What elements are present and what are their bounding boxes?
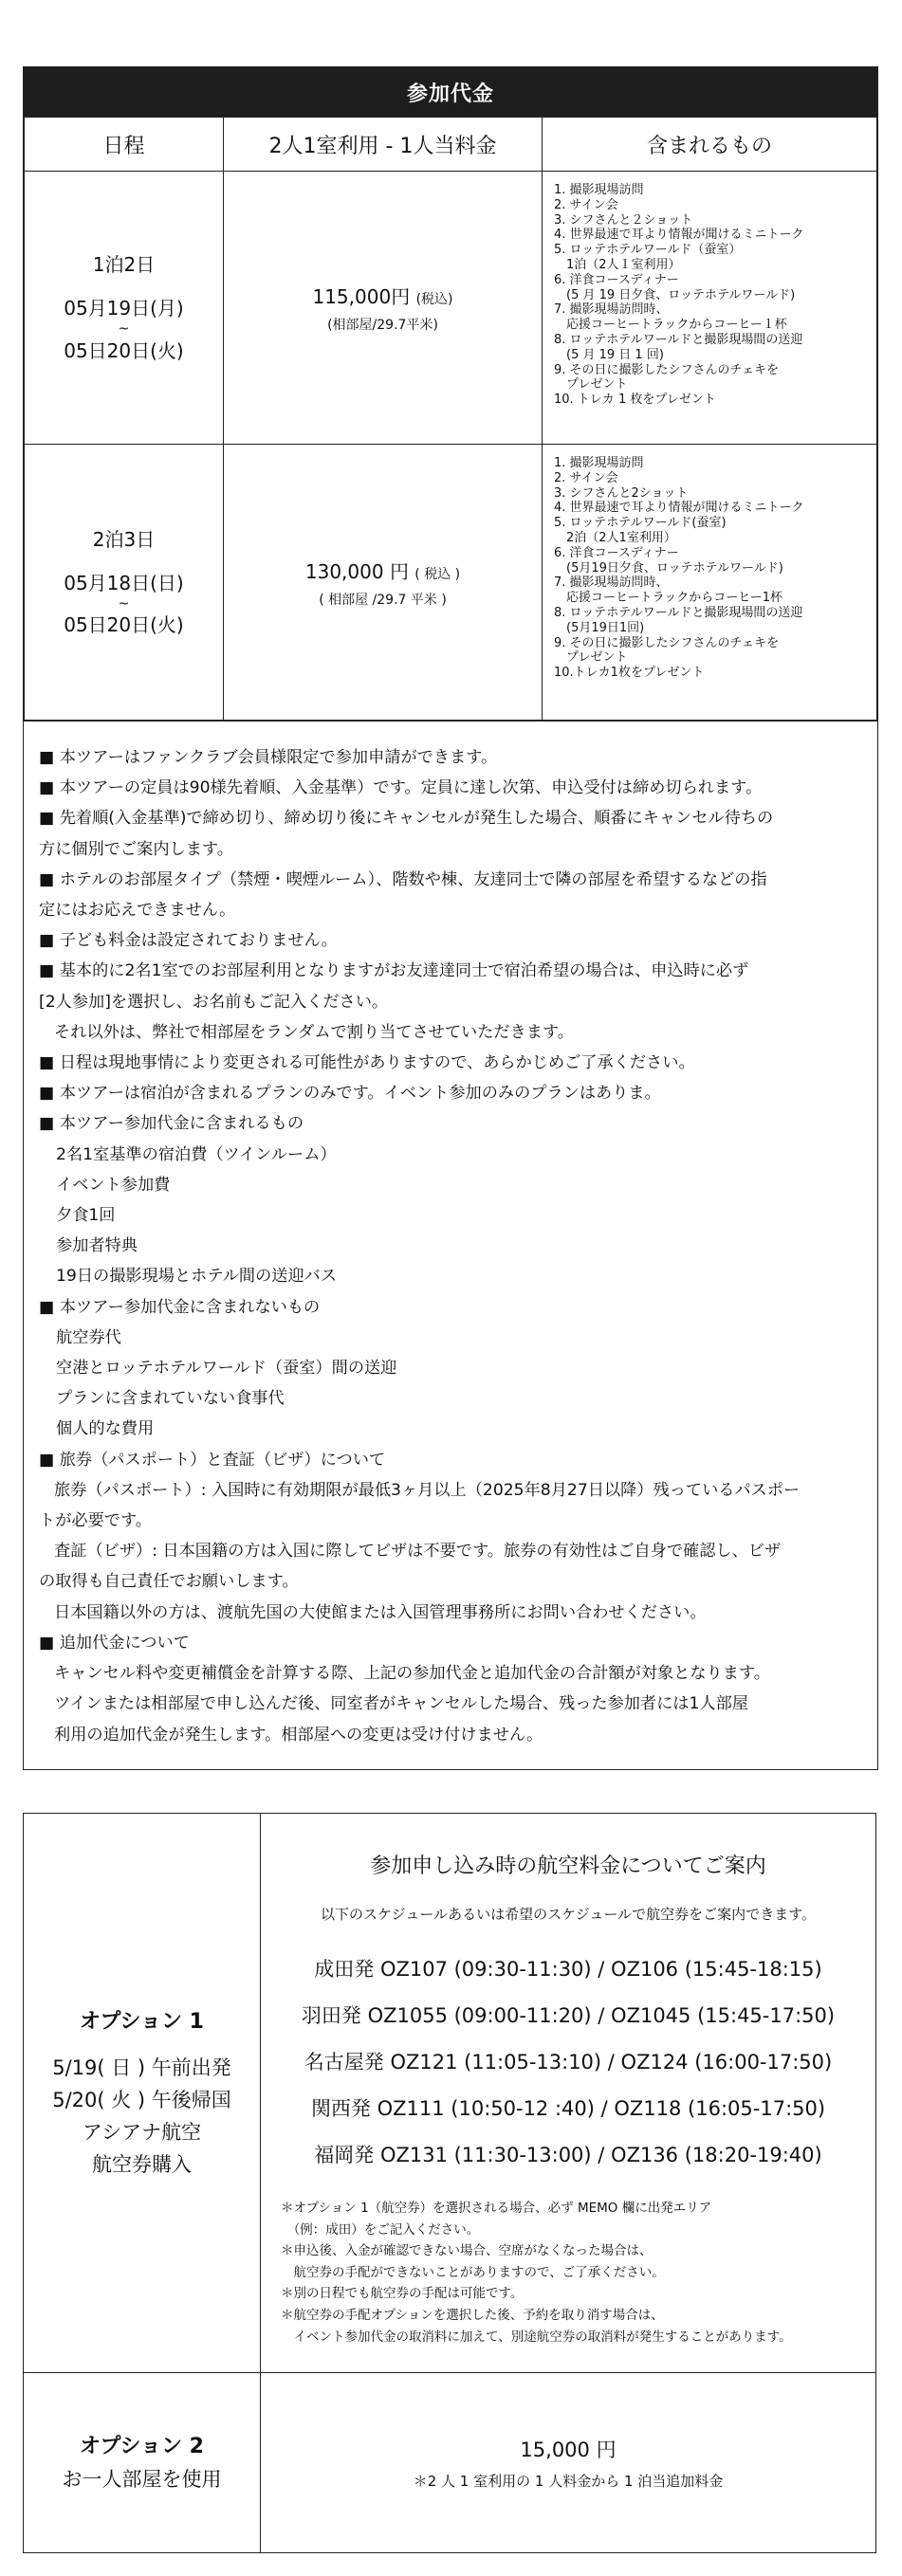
- option-1-line: 5/19( 日 ) 午前出発: [52, 2056, 231, 2079]
- note-line: 利用の追加代金が発生します。相部屋への変更は受け付けません。: [54, 1725, 543, 1745]
- list-item: 応援コーヒートラックからコーヒー１杯: [554, 318, 787, 333]
- list-item: (5月19日1回): [554, 620, 645, 635]
- list-item: 4. 世界最速で耳より情報が聞けるミニトーク: [554, 501, 804, 516]
- list-item: 5. ロッテホテルワールド(蚕室): [554, 516, 727, 531]
- note-line: 旅券（パスポート）: 入国時に有効期限が最低3ヶ月以上（2025年8月27日以降）残っているパスポー: [54, 1480, 801, 1500]
- option-2-line: お一人部屋を使用: [62, 2468, 222, 2491]
- list-item: 3. シフさんと２ショット: [554, 212, 693, 228]
- price-cell: [224, 445, 543, 721]
- date-from: 05月19日(月): [64, 297, 184, 320]
- note-line: ■ 先着順(入金基準)で締め切り、締め切り後にキャンセルが発生した場合、順番にキャンセル待ちの: [39, 809, 774, 829]
- note-line: [2人参加]を選択し、お名前もご記入ください。: [39, 992, 389, 1012]
- note-line: ■ 子ども料金は設定されておりません。: [39, 931, 338, 951]
- fee-row-1night: [25, 172, 877, 445]
- option-2-label: [24, 2373, 261, 2553]
- note-line: 査証（ビザ）: 日本国籍の方は入国に際してビザは不要です。旅券の有効性はご自身で確認し、ビザ: [54, 1542, 782, 1562]
- flight-note: （例：成田）をご記入ください。: [281, 2221, 480, 2238]
- list-item: 6. 洋食コースディナー: [554, 272, 679, 287]
- date-from: 05月18日(日): [64, 571, 184, 594]
- option-1-label: [24, 1814, 261, 2373]
- flight-route: 福岡発 OZ131 (11:30-13:00) / OZ136 (18:20-19:40): [314, 2144, 822, 2166]
- fee-row-2nights: [25, 445, 877, 721]
- flight-note: ＊オプション 1（航空券）を選択される場合、必ず MEMO 欄に出発エリア: [281, 2201, 712, 2216]
- nights-label: 2泊3日: [92, 527, 156, 551]
- note-line: 参加者特典: [56, 1236, 138, 1256]
- note-line: 個人的な費用: [56, 1419, 155, 1439]
- note-line: 空港とロッテホテルワールド（蚕室）間の送迎: [56, 1359, 397, 1379]
- option-2-note: ＊2 人 1 室利用の 1 人料金から 1 泊当追加料金: [413, 2473, 724, 2490]
- option-1-line: 5/20( 火 ) 午後帰国: [52, 2089, 231, 2111]
- includes-list: [543, 445, 877, 721]
- note-line: ■ 本ツアーは宿泊が含まれるプランのみです。イベント参加のみのプランはありま。: [39, 1084, 661, 1104]
- flight-note: ＊別の日程でも航空券の手配は可能です。: [281, 2286, 524, 2302]
- option-1-title: オプション 1: [80, 2010, 204, 2034]
- price-cell: [224, 172, 543, 445]
- note-line: 日本国籍以外の方は、渡航先国の大使館または入国管理事務所にお問い合わせください。: [54, 1602, 707, 1622]
- note-line: 2名1室基準の宿泊費（ツインルーム）: [56, 1144, 337, 1164]
- option-1-line: アシアナ航空: [82, 2121, 202, 2144]
- flight-note: 航空券の手配ができないことがありますので、ご了承ください。: [281, 2264, 665, 2280]
- list-item: 8. ロッテホテルワールドと撮影現場間の送迎: [554, 605, 803, 620]
- note-line: ■ 本ツアー参加代金に含まれるもの: [39, 1114, 304, 1134]
- date-tilde: ~: [118, 595, 130, 612]
- nights-label: 1泊2日: [92, 253, 156, 277]
- header-includes: 含まれるもの: [543, 118, 877, 172]
- includes-list: [543, 172, 877, 445]
- fee-header-row: [25, 118, 877, 172]
- flight-note: ＊航空券の手配オプションを選択した後、予約を取り消す場合は、: [281, 2307, 664, 2323]
- list-item: 8. ロッテホテルワールドと撮影現場間の送迎: [554, 332, 803, 347]
- list-item: 9. その日に撮影したシフさんのチェキを: [554, 362, 780, 377]
- note-line: ■ ホテルのお部屋タイプ（禁煙・喫煙ルーム）、階数や棟、友達同士で隣の部屋を希望するなどの指: [39, 869, 767, 889]
- note-line: 定にはお応えできません。: [39, 901, 236, 921]
- schedule-cell: [25, 172, 224, 445]
- list-item: 4. 世界最速で耳より情報が聞けるミニトーク: [554, 228, 804, 243]
- flight-heading: 参加申し込み時の航空料金についてご案内: [370, 1854, 766, 1878]
- note-line: の取得も自己責任でお願いします。: [39, 1572, 299, 1592]
- list-item: 2. サイン会: [554, 197, 618, 212]
- note-line: 航空券代: [56, 1327, 121, 1347]
- note-line: ■ 本ツアーの定員は90様先着順、入金基準）です。定員に達し次第、申込受付は締め切られます。: [39, 778, 763, 798]
- header-schedule: 日程: [25, 118, 224, 172]
- tax-label: ( 税込 ): [414, 566, 461, 582]
- note-line: ■ 日程は現地事情により変更される可能性がありますので、あらかじめご了承ください。: [39, 1053, 695, 1073]
- date-tilde: ~: [118, 321, 130, 338]
- list-item: 10. トレカ 1 枚をプレゼント: [554, 393, 716, 408]
- fee-title: 参加代金: [24, 67, 877, 117]
- option-2-title: オプション 2: [80, 2435, 204, 2458]
- list-item: 2. サイン会: [554, 470, 618, 485]
- flight-note: ＊申込後、入金が確認できない場合、空席がなくなった場合は、: [281, 2243, 653, 2259]
- note-line: キャンセル料や変更補償金を計算する際、上記の参加代金と追加代金の合計額が対象となります。: [54, 1664, 770, 1684]
- note-line: ■ 旅券（パスポート）と査証（ビザ）について: [39, 1450, 386, 1470]
- option-1-row: [24, 1814, 876, 2373]
- note-line: ■ 追加代金について: [39, 1633, 190, 1653]
- note-line: ■ 基本的に2名1室でのお部屋利用となりますがお友達達同士で宿泊希望の場合は、申込時に必ず: [39, 961, 749, 981]
- list-item: 7. 撮影現場訪問時、: [554, 575, 669, 591]
- list-item: プレゼント: [554, 377, 628, 393]
- option-2-price-cell: [261, 2373, 876, 2553]
- list-item: 3. シフさんと2ショット: [554, 485, 689, 501]
- option-1-line: 航空券購入: [92, 2153, 192, 2176]
- room-type: ( 相部屋 /29.7 平米 ): [319, 592, 447, 608]
- schedule-cell: [25, 445, 224, 721]
- note-line: ■ 本ツアーはファンクラブ会員様限定で参加申請ができます。: [39, 748, 498, 767]
- terms-notes: [24, 721, 877, 1769]
- list-item: 10.トレカ1枚をプレゼント: [554, 666, 705, 681]
- note-line: ツインまたは相部屋で申し込んだ後、同室者がキャンセルした場合、残った参加者には1人部屋: [54, 1694, 748, 1714]
- note-line: それ以外は、弊社で相部屋をランダムで割り当てさせていただきます。: [54, 1022, 574, 1042]
- list-item: 応援コーヒートラックからコーヒー1杯: [554, 591, 782, 606]
- room-type: (相部屋/29.7平米): [327, 318, 438, 333]
- flight-route: 成田発 OZ107 (09:30-11:30) / OZ106 (15:45-18:15): [314, 1958, 822, 1981]
- note-line: 夕食1回: [56, 1206, 116, 1226]
- option-2-row: [24, 2373, 876, 2553]
- note-line: 方に個別でご案内します。: [39, 839, 233, 859]
- tax-label: (税込): [415, 292, 453, 307]
- price-value: 115,000円: [312, 285, 411, 308]
- options-table: [23, 1813, 876, 2553]
- list-item: 2泊（2人1室利用）: [554, 530, 676, 545]
- list-item: プレゼント: [554, 650, 628, 666]
- list-item: 6. 洋食コースディナー: [554, 545, 679, 560]
- flight-route: 名古屋発 OZ121 (11:05-13:10) / OZ124 (16:00-17:50): [304, 2051, 833, 2074]
- list-item: (5 月 19 日夕食、ロッテホテルワールド): [554, 287, 796, 302]
- note-line: 19日の撮影現場とホテル間の送迎バス: [56, 1267, 338, 1287]
- date-to: 05日20日(火): [64, 338, 184, 362]
- date-to: 05日20日(火): [64, 613, 184, 637]
- note-line: イベント参加費: [56, 1175, 171, 1195]
- flight-note: イベント参加代金の取消料に加えて、別途航空券の取消料が発生することがあります。: [281, 2329, 792, 2345]
- list-item: 7. 撮影現場訪問時、: [554, 302, 669, 318]
- header-price: 2人1室利用 - 1人当料金: [224, 118, 543, 172]
- flight-route: 羽田発 OZ1055 (09:00-11:20) / OZ1045 (15:45-17:50): [301, 2004, 836, 2027]
- list-item: (5 月 19 日 1 回): [554, 347, 664, 362]
- list-item: 1泊（2人１室利用）: [554, 257, 681, 272]
- list-item: 1. 撮影現場訪問: [554, 456, 644, 470]
- flight-notes: [262, 2179, 874, 2365]
- list-item: 1. 撮影現場訪問: [554, 183, 644, 197]
- fee-section: [23, 66, 878, 1770]
- list-item: (5月19日夕食、ロッテホテルワールド): [554, 560, 783, 575]
- flight-info: [261, 1814, 876, 2373]
- flight-intro: 以下のスケジュールあるいは希望のスケジュールで航空券をご案内できます。: [320, 1906, 816, 1923]
- list-item: 5. ロッテホテルワールド（蚕室）: [554, 243, 742, 258]
- fee-table: [24, 117, 877, 721]
- note-line: ■ 本ツアー参加代金に含まれないもの: [39, 1297, 321, 1317]
- option-2-price: 15,000 円: [520, 2439, 617, 2461]
- list-item: 9. その日に撮影したシフさんのチェキを: [554, 635, 780, 650]
- note-line: トが必要です。: [39, 1511, 152, 1531]
- flight-route: 関西発 OZ111 (10:50-12 :40) / OZ118 (16:05-17:50): [310, 2097, 826, 2120]
- price-value: 130,000 円: [304, 559, 409, 583]
- note-line: プランに含まれていない食事代: [56, 1389, 285, 1409]
